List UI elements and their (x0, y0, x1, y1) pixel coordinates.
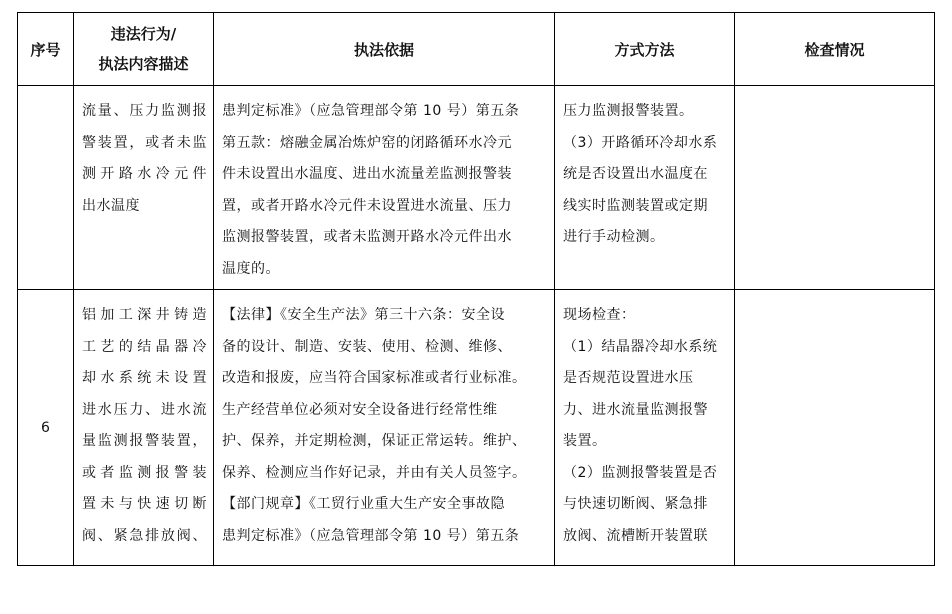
basis-line: 温度的。 (222, 260, 280, 277)
table-row (18, 290, 935, 566)
description-line: 测开路水冷元件 (82, 166, 207, 182)
method-line: 放阀、流槽断开装置联 (563, 527, 708, 544)
description-line: 进水压力、进水流 (82, 401, 207, 418)
header-violation-line1: 违法行为/ (110, 25, 177, 43)
basis-line: 【法律】《安全生产法》第三十六条：安全设 (222, 307, 505, 323)
description-line: 量监测报警装置， (82, 433, 207, 449)
basis-line: 置，或者开路水冷元件未设置进水流量、压力 (222, 197, 512, 214)
description-line: 出水温度 (82, 197, 140, 214)
method-line: 装置。 (563, 433, 607, 449)
header-legal-basis: 执法依据 (214, 13, 555, 86)
inspection-table (17, 12, 935, 566)
method-line: （2）监测报警装置是否 (563, 464, 718, 481)
header-violation-description (74, 13, 214, 86)
legal-basis-cell (214, 86, 555, 290)
header-serial-number: 序号 (18, 13, 74, 86)
method-line: 现场检查： (563, 307, 636, 323)
basis-line: 改造和报废，应当符合国家标准或者行业标准。 (222, 370, 527, 386)
method-line: （3）开路循环冷却水系 (563, 134, 718, 151)
description-line: 警装置，或者未监 (82, 134, 207, 151)
description-line: 置未与快速切断 (82, 496, 207, 512)
basis-line: 患判定标准》（应急管理部令第 10 号）第五条 (222, 527, 520, 544)
method-line: 是否规范设置进水压 (563, 370, 694, 386)
method-line: 压力监测报警装置。 (563, 103, 694, 119)
serial-number-cell: 6 (18, 290, 74, 566)
description-line: 阀、紧急排放阀、 (82, 527, 207, 544)
header-row (18, 13, 935, 86)
inspection-status-cell[interactable] (735, 290, 935, 566)
basis-line: 监测报警装置，或者未监测开路水冷元件出水 (222, 229, 512, 245)
basis-line: 备的设计、制造、安装、使用、检测、维修、 (222, 338, 512, 355)
method-line: 统是否设置出水温度在 (563, 166, 708, 182)
basis-line: 保养、检测应当作好记录，并由有关人员签字。 (222, 464, 527, 481)
description-line: 或者监测报警装 (82, 464, 207, 481)
description-cell (74, 290, 214, 566)
description-line: 工艺的结晶器冷 (82, 338, 207, 355)
method-line: （1）结晶器冷却水系统 (563, 338, 718, 355)
method-line: 线实时监测装置或定期 (563, 197, 708, 214)
basis-line: 患判定标准》（应急管理部令第 10 号）第五条 (222, 103, 520, 119)
method-line: 进行手动检测。 (563, 229, 665, 245)
method-cell (555, 290, 735, 566)
basis-line: 【部门规章】《工贸行业重大生产安全事故隐 (222, 496, 505, 512)
basis-line: 护、保养，并定期检测，保证正常运转。维护、 (222, 433, 527, 449)
header-violation-line2: 执法内容描述 (98, 55, 189, 73)
description-line: 铝加工深井铸造 (82, 307, 207, 323)
basis-line: 件未设置出水温度、进出水流量差监测报警装 (222, 166, 512, 182)
method-line: 与快速切断阀、紧急排 (563, 496, 708, 512)
serial-number-cell (18, 86, 74, 290)
description-line: 流量、压力监测报 (82, 103, 207, 119)
inspection-status-cell[interactable] (735, 86, 935, 290)
method-cell (555, 86, 735, 290)
table-row (18, 86, 935, 290)
description-cell (74, 86, 214, 290)
header-inspection-status: 检查情况 (735, 13, 935, 86)
basis-line: 生产经营单位必须对安全设备进行经常性维 (222, 401, 498, 418)
legal-basis-cell (214, 290, 555, 566)
method-line: 力、进水流量监测报警 (563, 401, 708, 418)
description-line: 却水系统未设置 (82, 370, 207, 386)
header-method: 方式方法 (555, 13, 735, 86)
basis-line: 第五款：熔融金属冶炼炉窑的闭路循环水冷元 (222, 134, 512, 151)
